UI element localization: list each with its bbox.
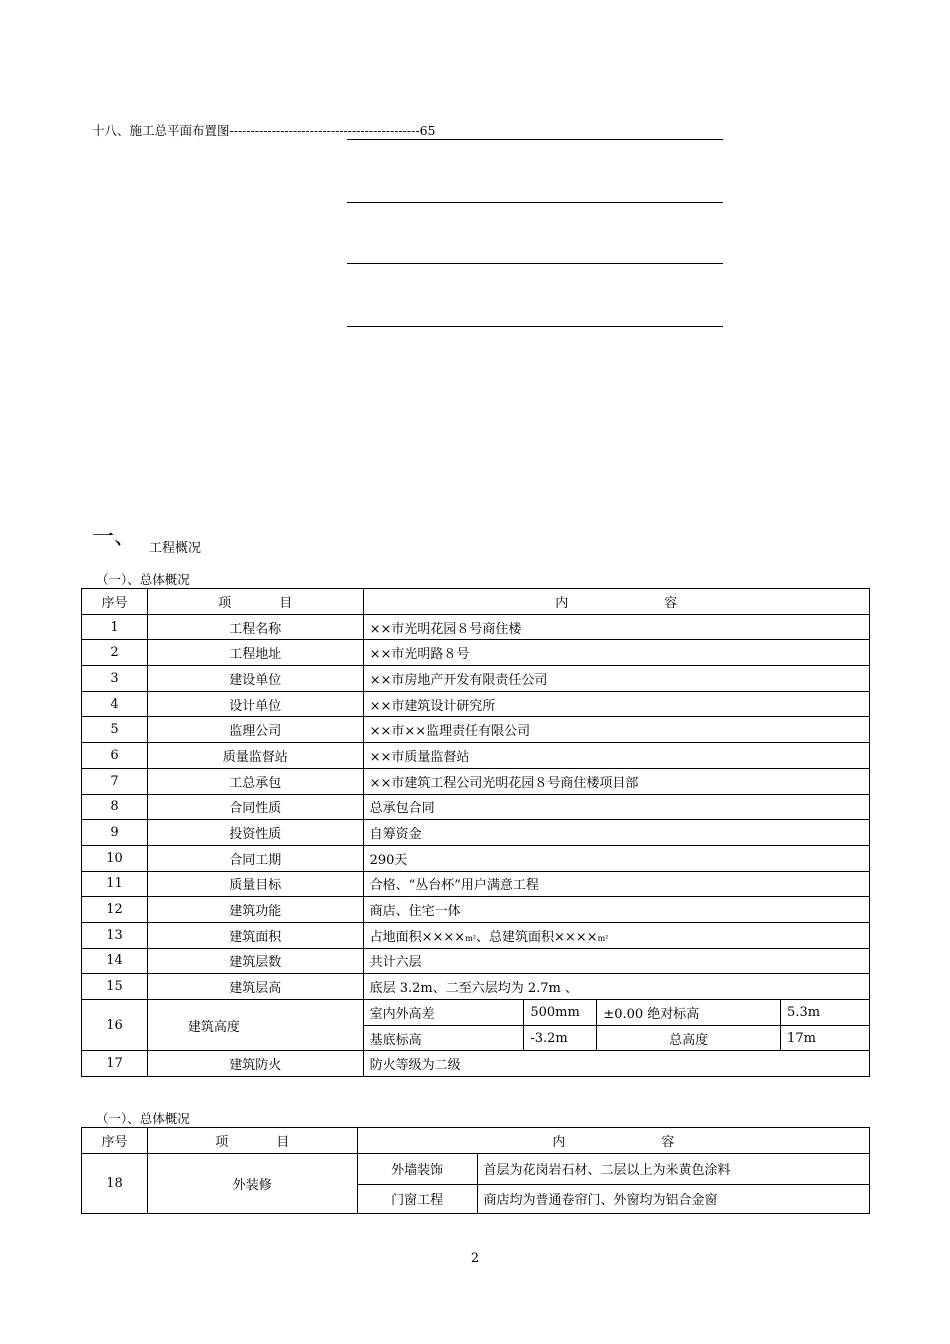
- divider-line: [347, 263, 723, 264]
- table-row: 13 建筑面积 占地面积××××m²、总建筑面积××××m²: [82, 922, 870, 948]
- header-item: 项 目: [147, 1128, 357, 1154]
- table-row: 7 工总承包 ××市建筑工程公司光明花园８号商住楼项目部: [82, 768, 870, 794]
- table-row: 基底标高 -3.2m 总高度 17m: [82, 1025, 870, 1051]
- table-row: 12 建筑功能 商店、住宅一体: [82, 897, 870, 923]
- table-row: 11 质量目标 合格、“丛台杯”用户满意工程: [82, 871, 870, 897]
- table-row: 4 设计单位 ××市建筑设计研究所: [82, 691, 870, 717]
- exterior-table: [81, 1127, 870, 1214]
- table-row: 9 投资性质 自筹资金: [82, 820, 870, 846]
- table2-caption: （一）、总体概况: [96, 1111, 190, 1126]
- section-title: 工程概况: [149, 541, 202, 556]
- header-no: 序号: [82, 589, 148, 615]
- table-row: 1 工程名称 ××市光明花园８号商住楼: [82, 614, 870, 640]
- table-row: 17 建筑防火 防火等级为二级: [82, 1051, 870, 1077]
- table-header-row: [82, 589, 870, 615]
- table1-caption: （一）、总体概况: [96, 572, 190, 587]
- divider-line: [347, 202, 723, 203]
- header-item: 项 目: [147, 589, 363, 615]
- table-row: 14 建筑层数 共计六层: [82, 948, 870, 974]
- table-row: 8 合同性质 总承包合同: [82, 794, 870, 820]
- page-number: 2: [470, 1251, 480, 1266]
- table-row: 6 质量监督站 ××市质量监督站: [82, 743, 870, 769]
- table-row: 10 合同工期 290天: [82, 845, 870, 871]
- header-no: 序号: [82, 1128, 148, 1154]
- overview-table: [81, 588, 870, 1077]
- section-number: 一、: [92, 525, 137, 550]
- table-row: 3 建设单位 ××市房地产开发有限责任公司: [82, 666, 870, 692]
- table-row: 15 建筑层高 底层 3.2m、二至六层均为 2.7m 、: [82, 974, 870, 1000]
- toc-entry: 十八、施工总平面布置图---------------------------------------------65: [92, 123, 436, 138]
- header-content: 内 容: [363, 589, 869, 615]
- divider-line: [347, 326, 723, 327]
- area-cell: 占地面积××××m²、总建筑面积××××m²: [363, 922, 869, 948]
- table-row: 5 监理公司 ××市××监理责任有限公司: [82, 717, 870, 743]
- table-row: 2 工程地址 ××市光明路８号: [82, 640, 870, 666]
- header-content: 内 容: [357, 1128, 869, 1154]
- table-row: 16 建筑高度 室内外高差 500mm ±0.00 绝对标高 5.3m: [82, 1000, 870, 1026]
- table-header-row: [82, 1128, 870, 1154]
- divider-line: [347, 139, 723, 140]
- table-row: 18 外装修 外墙装饰 首层为花岗岩石材、二层以上为米黄色涂料: [82, 1153, 870, 1184]
- table-row: 门窗工程 商店均为普通卷帘门、外窗均为铝合金窗: [82, 1184, 870, 1213]
